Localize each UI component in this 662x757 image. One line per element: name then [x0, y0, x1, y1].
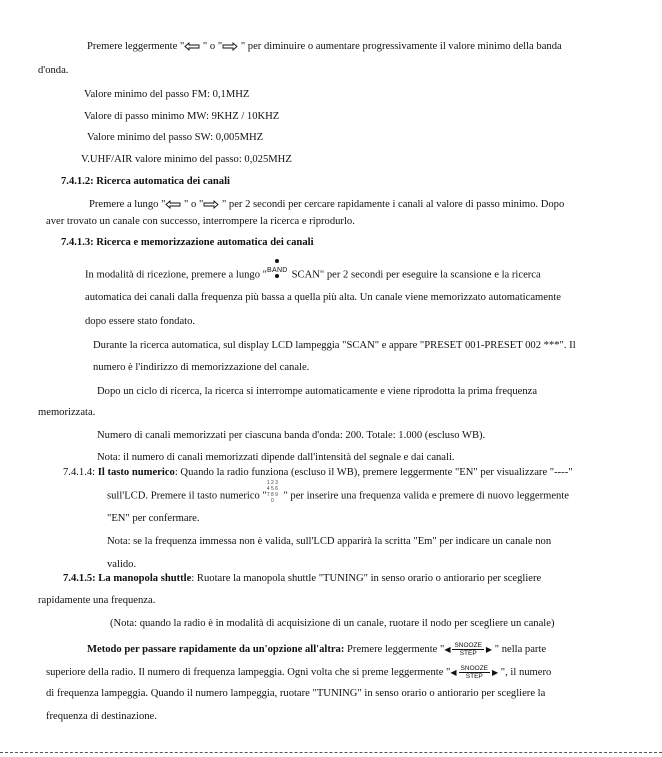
- bold-term: Il tasto numerico: [97, 467, 175, 478]
- text-line: automatica dei canali dalla frequenza più bassa a quella più alta. Un canale viene memorizzato automaticamente: [85, 292, 561, 303]
- text-line: Valore minimo del passo FM: 0,1MHZ: [84, 89, 250, 100]
- right-triangle-icon: ▶: [492, 667, 499, 677]
- text: Premere leggermente ": [344, 643, 445, 655]
- text-line: memorizzata.: [38, 407, 96, 418]
- text-line: frequenza di destinazione.: [46, 711, 157, 722]
- page-bottom-rule: [0, 752, 662, 753]
- text-line: [46, 665, 551, 680]
- snooze-text: SNOOZE: [454, 642, 482, 649]
- text-line: [63, 466, 573, 480]
- left-triangle-icon: ◀: [444, 644, 451, 654]
- text: SCAN" per 2 secondi per eseguire la scansione e la ricerca: [289, 269, 541, 281]
- text: superiore della radio. Il numero di frequenza lampeggia. Ogni volta che si preme leggermente ": [46, 666, 451, 678]
- text-line: rapidamente una frequenza.: [38, 595, 156, 606]
- right-arrow-icon: [222, 42, 238, 51]
- text: " per inserire una frequenza valida e premere di nuovo leggermente: [280, 490, 569, 502]
- text-line: Numero di canali memorizzati per ciascuna banda d'onda: 200. Totale: 1.000 (escluso WB).: [97, 430, 486, 441]
- text-line: "EN" per confermare.: [107, 513, 200, 524]
- left-arrow-icon: [184, 42, 200, 51]
- text-line: Valore minimo del passo SW: 0,005MHZ: [87, 132, 264, 143]
- text-line: di frequenza lampeggia. Quando il numero lampeggia, ruotare "TUNING" in senso orario o antiorario per scegliere la: [46, 688, 546, 699]
- section-heading: [61, 236, 314, 250]
- text-line: [89, 198, 564, 212]
- text-line: (Nota: quando la radio è in modalità di acquisizione di un canale, ruotare il nodo per scegliere un canale): [110, 618, 555, 629]
- text-line: [63, 572, 541, 586]
- text: Premere a lungo ": [89, 199, 166, 210]
- text-line: Valore di passo minimo MW: 9KHZ / 10KHZ: [84, 111, 280, 122]
- text: " o ": [181, 199, 204, 210]
- heading-text: 7.4.1.2: Ricerca automatica dei canali: [61, 176, 230, 187]
- text: : Ruotare la manopola shuttle "TUNING" in senso orario o antiorario per scegliere: [191, 573, 542, 584]
- bold-term: 7.4.1.5: La manopola shuttle: [63, 573, 192, 584]
- step-text: STEP: [465, 673, 483, 680]
- text-line: V.UHF/AIR valore minimo del passo: 0,025MHZ: [81, 154, 292, 165]
- keypad-row: 7 8 9: [266, 492, 278, 498]
- step-text: STEP: [459, 650, 477, 657]
- text: : Quando la radio funziona (escluso il WB), premere leggermente "EN" per visualizzare "----": [174, 467, 573, 478]
- text-line: dopo essere stato fondato.: [85, 316, 196, 327]
- text-line: d'onda.: [38, 65, 69, 76]
- numeric-keypad-icon: [266, 480, 281, 504]
- snooze-step-label: [452, 642, 483, 657]
- text-line: Nota: se la frequenza immessa non è valida, sull'LCD apparirà la scritta "Em" per indicare un canale non: [107, 536, 552, 547]
- text: In modalità di ricezione, premere a lungo ": [85, 269, 267, 281]
- text: Premere leggermente ": [87, 41, 185, 52]
- band-button-icon: [267, 268, 289, 282]
- text: " nella parte: [492, 643, 547, 655]
- section-heading: [61, 175, 230, 189]
- snooze-text: SNOOZE: [460, 665, 488, 672]
- text: " per diminuire o aumentare progressivamente il valore minimo della banda: [238, 41, 562, 52]
- heading-text: 7.4.1.3: Ricerca e memorizzazione automatica dei canali: [61, 237, 314, 248]
- text-line: numero è l'indirizzo di memorizzazione del canale.: [93, 362, 310, 373]
- text-line: [85, 268, 541, 282]
- text: " o ": [200, 41, 223, 52]
- left-arrow-icon: [165, 200, 181, 209]
- snooze-step-label: [459, 665, 490, 680]
- right-triangle-icon: ▶: [485, 644, 493, 654]
- keypad-row: 1 2 3: [266, 480, 278, 486]
- dot: [275, 274, 279, 278]
- keypad-row: 0: [270, 498, 274, 504]
- keypad-row: 4 5 6: [266, 486, 278, 492]
- snooze-step-button-icon: [450, 665, 498, 680]
- left-triangle-icon: ◀: [450, 667, 457, 677]
- text: sull'LCD. Premere il tasto numerico ": [107, 490, 267, 502]
- dot: [275, 259, 279, 263]
- snooze-step-button-icon: [444, 642, 492, 657]
- right-arrow-icon: [203, 200, 219, 209]
- bold-term: Metodo per passare rapidamente da un'opzione all'altra:: [87, 643, 345, 655]
- text: ", il numero: [498, 666, 552, 678]
- band-label: BAND: [267, 267, 288, 274]
- text-line: Dopo un ciclo di ricerca, la ricerca si interrompe automaticamente e viene riprodotta la prima frequenza: [97, 386, 538, 397]
- text: " per 2 secondi per cercare rapidamente i canali al valore di passo minimo. Dopo: [219, 199, 565, 210]
- text-line: [107, 480, 569, 504]
- text-line: valido.: [107, 559, 137, 570]
- text-line: [87, 642, 546, 657]
- text-line: Durante la ricerca automatica, sul display LCD lampeggia "SCAN" e appare "PRESET 001-PRESET 002 ***". Il: [93, 340, 576, 351]
- section-number: 7.4.1.4:: [63, 467, 98, 478]
- text-line: [87, 40, 562, 54]
- text-line: aver trovato un canale con successo, interrompere la ricerca e riprodurlo.: [46, 216, 355, 227]
- text-line: Nota: il numero di canali memorizzati dipende dall'intensità del segnale e dai canali.: [97, 452, 455, 463]
